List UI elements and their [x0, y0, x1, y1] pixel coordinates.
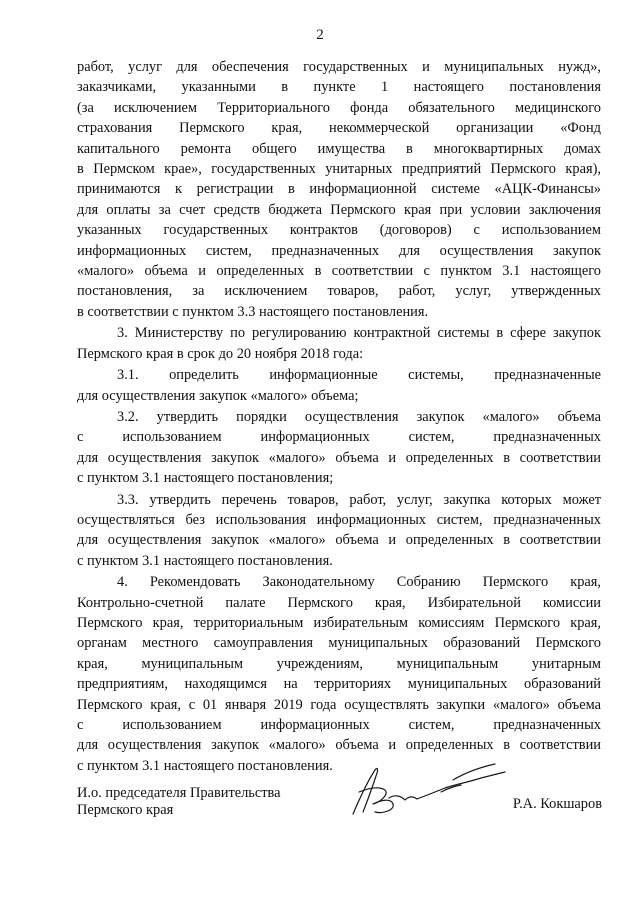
text-line: для осуществления закупок «малого» объема и определенных в соответствии — [77, 737, 601, 754]
text-line: 3.2. утвердить порядки осуществления закупок «малого» объема — [117, 408, 601, 425]
signatory-position-line: Пермского края — [77, 802, 174, 818]
text-line: страхования Пермского края, некоммерческой организации «Фонд — [77, 120, 601, 137]
text-line: для осуществления закупок «малого» объема и определенных в соответствии — [77, 532, 601, 549]
signatory-position-line: И.о. председателя Правительства — [77, 785, 281, 801]
text-line: с пунктом 3.1 настоящего постановления. — [77, 552, 333, 569]
paragraph-4 — [77, 572, 601, 776]
text-line: указанных государственных контрактов (договоров) с использованием — [77, 222, 601, 239]
signatory-position — [77, 785, 281, 819]
text-line: 3. Министерству по регулированию контрактной системы в сфере закупок — [117, 325, 601, 342]
paragraph-3-1 — [77, 365, 601, 406]
text-line: Пермского края, с 01 января 2019 года осуществлять закупки «малого» объема — [77, 696, 601, 713]
paragraph-3 — [77, 323, 601, 364]
text-line: Пермского края в срок до 20 ноября 2018 года: — [77, 345, 364, 362]
text-line: в Пермском крае», государственных унитарных предприятий Пермского края), — [77, 161, 601, 178]
text-line: постановления, за исключением товаров, работ, услуг, утвержденных — [77, 283, 601, 300]
text-line: работ, услуг для обеспечения государственных и муниципальных нужд», — [77, 59, 601, 75]
text-line: в соответствии с пунктом 3.3 настоящего постановления. — [77, 303, 429, 320]
text-line: заказчиками, указанными в пункте 1 настоящего постановления — [77, 79, 601, 96]
text-line: 3.3. утвердить перечень товаров, работ, услуг, закупка которых может — [117, 491, 601, 508]
signatory-name: Р.А. Кокшаров — [512, 796, 602, 812]
text-line: капитального ремонта общего имущества в многоквартирных домах — [77, 140, 601, 157]
text-line: для осуществления закупок «малого» объема; — [77, 387, 359, 404]
text-line: для осуществления закупок «малого» объема и определенных в соответствии — [77, 449, 601, 466]
text-line: Контрольно-счетной палате Пермского края, Избирательной комиссии — [77, 594, 601, 611]
text-line: предприятиям, находящимся на территориях муниципальных образований — [77, 676, 601, 693]
text-line: Пермского края, территориальным избирательным комиссиям Пермского края, — [77, 614, 601, 631]
paragraph-3-2 — [77, 407, 601, 489]
text-line: края, муниципальным учреждениям, муниципальным унитарным — [77, 655, 601, 672]
text-line: органам местного самоуправления муниципальных образований Пермского — [77, 635, 601, 652]
text-line: с пунктом 3.1 настоящего постановления; — [77, 470, 334, 487]
text-line: принимаются к регистрации в информационной системе «АЦК-Финансы» — [77, 181, 601, 198]
text-line: информационных систем, предназначенных для осуществления закупок — [77, 242, 601, 259]
text-line: 4. Рекомендовать Законодательному Собранию Пермского края, — [117, 574, 601, 591]
paragraph-3-3 — [77, 490, 601, 572]
text-line: с использованием информационных систем, предназначенных — [77, 717, 601, 733]
text-line: (за исключением Территориального фонда обязательного медицинского — [77, 99, 601, 116]
paragraph-continuation — [77, 57, 601, 322]
text-line: «малого» объема и определенных в соответствии с пунктом 3.1 настоящего — [77, 263, 601, 280]
text-line: осуществляться без использования информационных систем, предназначенных — [77, 511, 601, 528]
text-line: с использованием информационных систем, предназначенных — [77, 429, 601, 446]
text-line: для оплаты за счет средств бюджета Пермского края при условии заключения — [77, 201, 601, 218]
text-line: 3.1. определить информационные системы, предназначенные — [117, 367, 601, 384]
page-number: 2 — [316, 27, 324, 43]
text-line: с пунктом 3.1 настоящего постановления. — [77, 757, 333, 774]
document-body — [77, 57, 601, 777]
